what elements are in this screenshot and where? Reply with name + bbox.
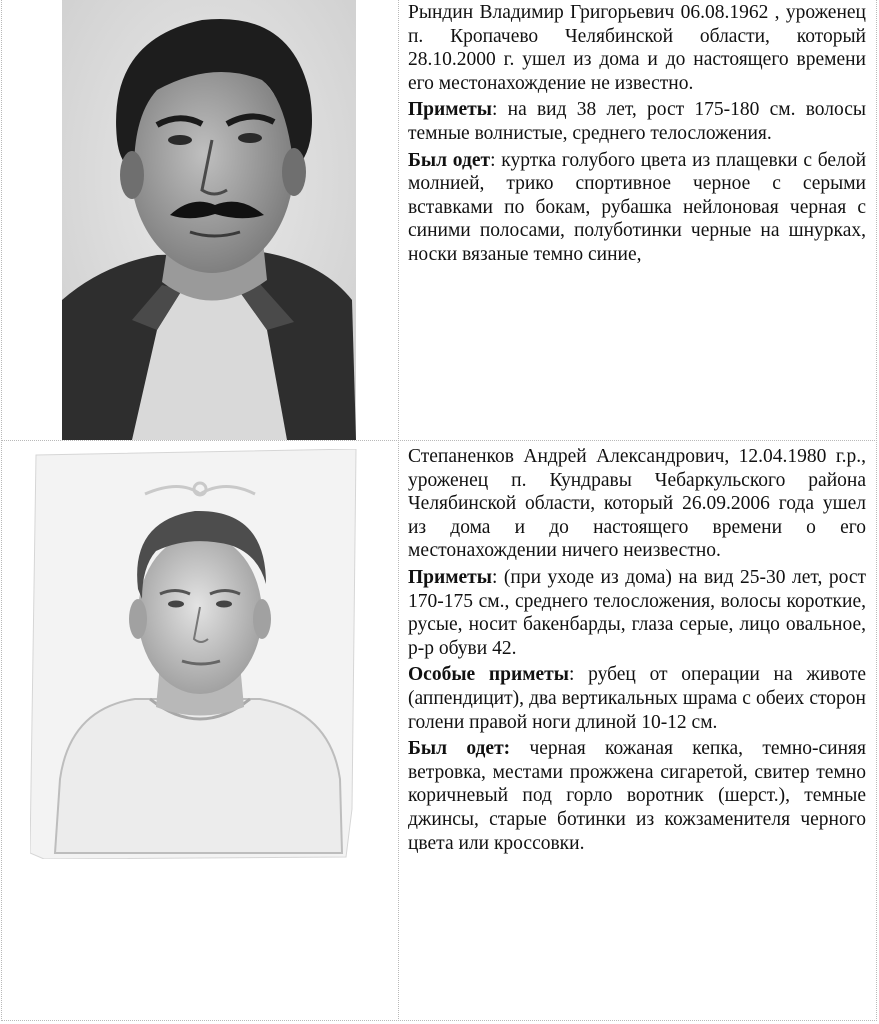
person-description-1 xyxy=(408,1,866,270)
intro-paragraph-1 xyxy=(408,1,866,95)
special-signs-text: : рубец от операции на животе (аппендицит), два вертикальных шрама с обеих сторон голени правой ноги длиной 10-12 см. xyxy=(408,664,867,733)
signs-text: : на вид 38 лет, рост 175-180 см. волосы темные волнистые, среднего телосложения. xyxy=(408,99,866,144)
clothes-paragraph-1 xyxy=(408,149,866,267)
person-photo-2 xyxy=(30,449,360,859)
table-bottom-border xyxy=(1,1020,877,1021)
clothes-paragraph-2 xyxy=(408,737,866,855)
clothes-text: черная кожаная кепка, темно-синяя ветровка, местами прожжена сигаретой, свитер темно коричневый под горло воротник (шерст.), темные джинсы, старые ботинки из кожзаменителя черного цвета или кроссовки. xyxy=(408,738,866,854)
table-left-border xyxy=(1,0,2,1021)
intro-paragraph-2 xyxy=(408,445,866,563)
signs-paragraph-1 xyxy=(408,98,866,145)
table-right-border xyxy=(876,0,877,1021)
signs-label: Приметы xyxy=(408,99,492,121)
signs-text: : (при уходе из дома) на вид 25-30 лет, рост 170-175 см., среднего телосложения, волосы короткие, русые, носит бакенбарды, глаза серые, лицо овальное, р-р обуви 42. xyxy=(408,566,866,659)
clothes-label: Был одет: xyxy=(408,738,511,760)
clothes-label: Был одет xyxy=(408,149,491,171)
person-description-2 xyxy=(408,445,866,858)
person-photo-1 xyxy=(62,0,356,440)
clothes-text: : куртка голубого цвета из плащевки с белой молнией, трико спортивное черное с серыми вставками по бокам, рубашка нейлоновая черная с синими полосами, полуботинки черные на шнурках, носки вязаные темно синие, xyxy=(408,149,866,265)
special-signs-paragraph-2 xyxy=(408,663,866,734)
signs-label: Приметы xyxy=(408,566,492,588)
column-divider xyxy=(398,0,399,1021)
intro-text: Рындин Владимир Григорьевич 06.08.1962 , уроженец п. Кропачево Челябинской области, который 28.10.2000 г. ушел из дома и до настоящего времени его местонахождение не известно. xyxy=(408,2,866,94)
special-signs-label: Особые приметы xyxy=(408,664,569,686)
intro-text: Степаненков Андрей Александрович, 12.04.1980 г.р., уроженец п. Кундравы Чебаркульского района Челябинской области, который 26.09.2006 года ушел из дома и до настоящего времени о его местонахождении ничего неизвестно. xyxy=(408,446,866,562)
row-divider xyxy=(1,440,877,441)
signs-paragraph-2 xyxy=(408,566,866,660)
